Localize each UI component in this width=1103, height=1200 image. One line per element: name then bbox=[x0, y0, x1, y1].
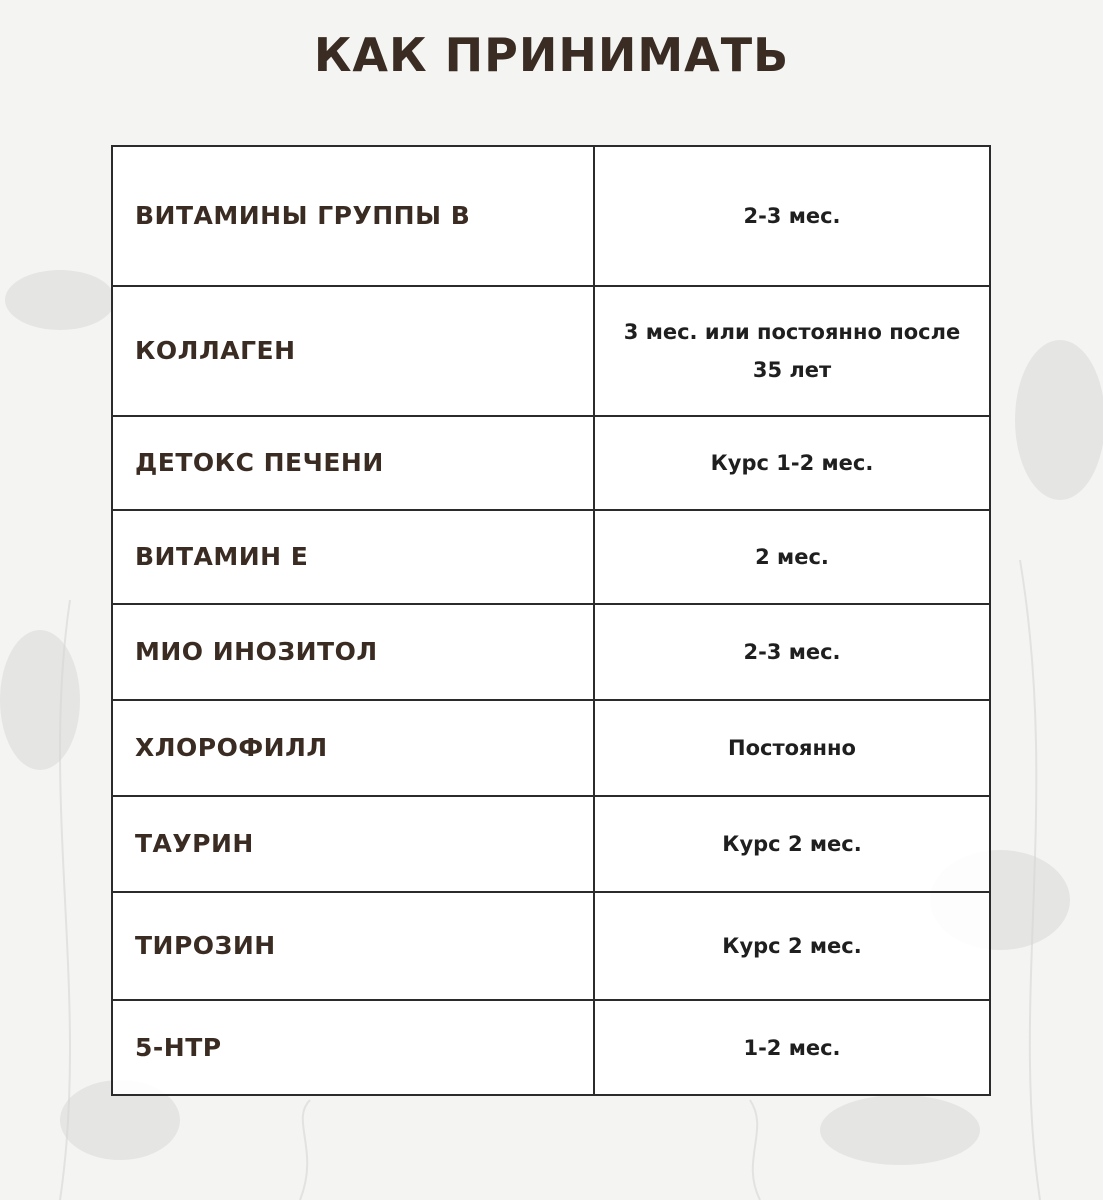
supplement-name: ХЛОРОФИЛЛ bbox=[112, 700, 594, 796]
intake-duration: 1-2 мес. bbox=[594, 1000, 990, 1095]
supplement-name: ТАУРИН bbox=[112, 796, 594, 892]
table-row bbox=[112, 796, 990, 892]
supplement-name: КОЛЛАГЕН bbox=[112, 286, 594, 416]
intake-duration: 2 мес. bbox=[594, 510, 990, 604]
supplement-name: ДЕТОКС ПЕЧЕНИ bbox=[112, 416, 594, 510]
intake-duration: 3 мес. или постоянно после 35 лет bbox=[594, 286, 990, 416]
intake-duration: Постоянно bbox=[594, 700, 990, 796]
table-row bbox=[112, 604, 990, 700]
table-row bbox=[112, 286, 990, 416]
supplement-name: МИО ИНОЗИТОЛ bbox=[112, 604, 594, 700]
supplement-name: 5-HTP bbox=[112, 1000, 594, 1095]
intake-schedule-table bbox=[111, 145, 991, 1096]
table-row bbox=[112, 892, 990, 1000]
intake-duration: Курс 1-2 мес. bbox=[594, 416, 990, 510]
table-row bbox=[112, 146, 990, 286]
intake-duration: 2-3 мес. bbox=[594, 146, 990, 286]
supplement-name: ВИТАМИН Е bbox=[112, 510, 594, 604]
table-row bbox=[112, 700, 990, 796]
intake-duration: Курс 2 мес. bbox=[594, 796, 990, 892]
intake-duration: 2-3 мес. bbox=[594, 604, 990, 700]
page-title: КАК ПРИНИМАТЬ bbox=[313, 28, 790, 82]
supplement-name: ТИРОЗИН bbox=[112, 892, 594, 1000]
table-row bbox=[112, 1000, 990, 1095]
supplement-name: ВИТАМИНЫ ГРУППЫ В bbox=[112, 146, 594, 286]
table-row bbox=[112, 416, 990, 510]
intake-duration: Курс 2 мес. bbox=[594, 892, 990, 1000]
table-row bbox=[112, 510, 990, 604]
